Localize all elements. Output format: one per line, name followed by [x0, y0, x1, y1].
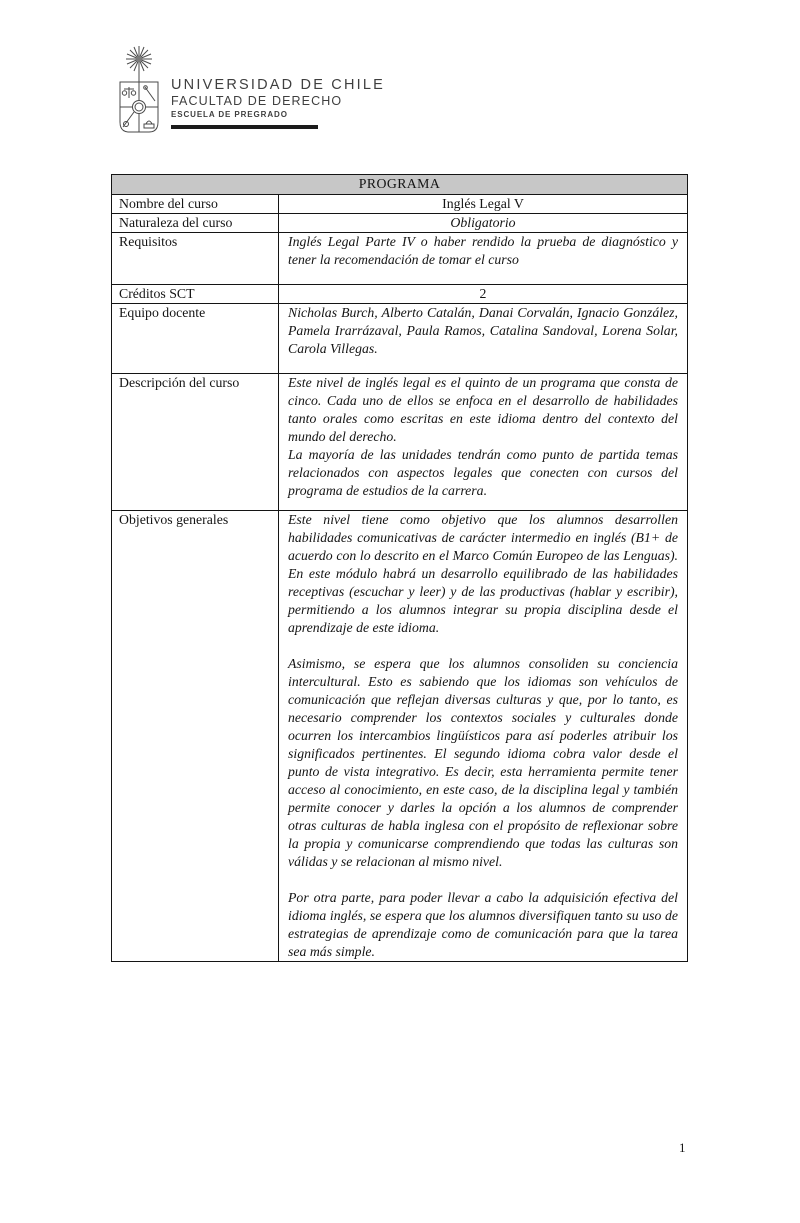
logo-underline-bar [171, 125, 318, 129]
table-row-objetivos [112, 511, 688, 962]
row-value-objetivos [279, 511, 688, 962]
objetivos-paragraph-2: Asimismo, se espera que los alumnos consoliden su conciencia intercultural. Esto es sabiendo que los idiomas son vehículos de comunicación que reflejan diversas culturas y que, por lo tanto, es necesario comprender los contextos sociales y culturales donde ocurren los intercambios lingüísticos para así poderles atribuir los significados pertinentes. El segundo idioma cobra valor desde el punto de vista integrativo. Es decir, esta herramienta permite tener acceso al conocimiento, en este caso, de la disciplina legal y también permite conocer y darles la opción a los alumnos de comprender otras culturas de habla inglesa con el propósito de reflexionar sobre la propia y comunicarse comprendiendo que todas las culturas son válidas y se relacionan al mismo nivel. [288, 656, 678, 869]
row-label-descripcion: Descripción del curso [112, 374, 279, 511]
logo-school-name: ESCUELA DE PREGRADO [171, 110, 288, 119]
table-row-requisitos [112, 233, 688, 285]
logo-university-name: UNIVERSIDAD DE CHILE [171, 77, 386, 93]
logo-text-block [171, 46, 385, 129]
row-label-naturaleza: Naturaleza del curso [112, 214, 279, 233]
objetivos-paragraph-3: Por otra parte, para poder llevar a cabo la adquisición efectiva del idioma inglés, se espera que los alumnos diversifiquen tanto su uso de estrategias de aprendizaje como de comunicación para que la tarea sea más simple. [288, 890, 678, 959]
page-number: 1 [679, 1140, 686, 1155]
program-table [111, 174, 688, 962]
row-value-naturaleza: Obligatorio [279, 214, 688, 233]
objetivos-paragraph-1: Este nivel tiene como objetivo que los alumnos desarrollen habilidades comunicativas de carácter intermedio en inglés (B1+ de acuerdo con lo descrito en el Marco Común Europeo de las Lenguas). En este módulo habrá un desarrollo equilibrado de las habilidades receptivas (escuchar y leer) y de las productivas (hablar y escribir), permitiendo a los alumnos integrar su propia disciplina desde el aprendizaje de este idioma. [288, 512, 678, 635]
row-label-nombre: Nombre del curso [112, 195, 279, 214]
row-label-objetivos: Objetivos generales [112, 511, 279, 962]
table-row-descripcion [112, 374, 688, 511]
university-crest-icon [114, 46, 164, 143]
table-row-creditos [112, 285, 688, 304]
row-label-creditos: Créditos SCT [112, 285, 279, 304]
row-value-nombre: Inglés Legal V [279, 195, 688, 214]
row-label-equipo: Equipo docente [112, 304, 279, 374]
logo-faculty-name: FACULTAD DE DERECHO [171, 94, 343, 108]
row-label-requisitos: Requisitos [112, 233, 279, 285]
row-value-requisitos: Inglés Legal Parte IV o haber rendido la prueba de diagnóstico y tener la recomendación de tomar el curso [279, 233, 688, 285]
row-value-equipo: Nicholas Burch, Alberto Catalán, Danai Corvalán, Ignacio González, Pamela Irarrázaval, Paula Ramos, Catalina Sandoval, Lorena Solar, Carola Villegas. [279, 304, 688, 374]
row-value-descripcion [279, 374, 688, 511]
table-title: PROGRAMA [112, 175, 688, 195]
descripcion-paragraph-2: La mayoría de las unidades tendrán como punto de partida temas relacionados con aspectos legales que conecten con cursos del programa de estudios de la carrera. [288, 447, 678, 498]
logo-block [114, 46, 385, 143]
row-value-creditos: 2 [279, 285, 688, 304]
table-row-equipo [112, 304, 688, 374]
descripcion-paragraph-1: Este nivel de inglés legal es el quinto de un programa que consta de cinco. Cada uno de ellos se enfoca en el desarrollo de habilidades tanto orales como escritas en este idioma dentro del contexto del mundo del derecho. [288, 375, 678, 444]
table-row-naturaleza [112, 214, 688, 233]
table-header-row [112, 175, 688, 195]
table-row-nombre [112, 195, 688, 214]
